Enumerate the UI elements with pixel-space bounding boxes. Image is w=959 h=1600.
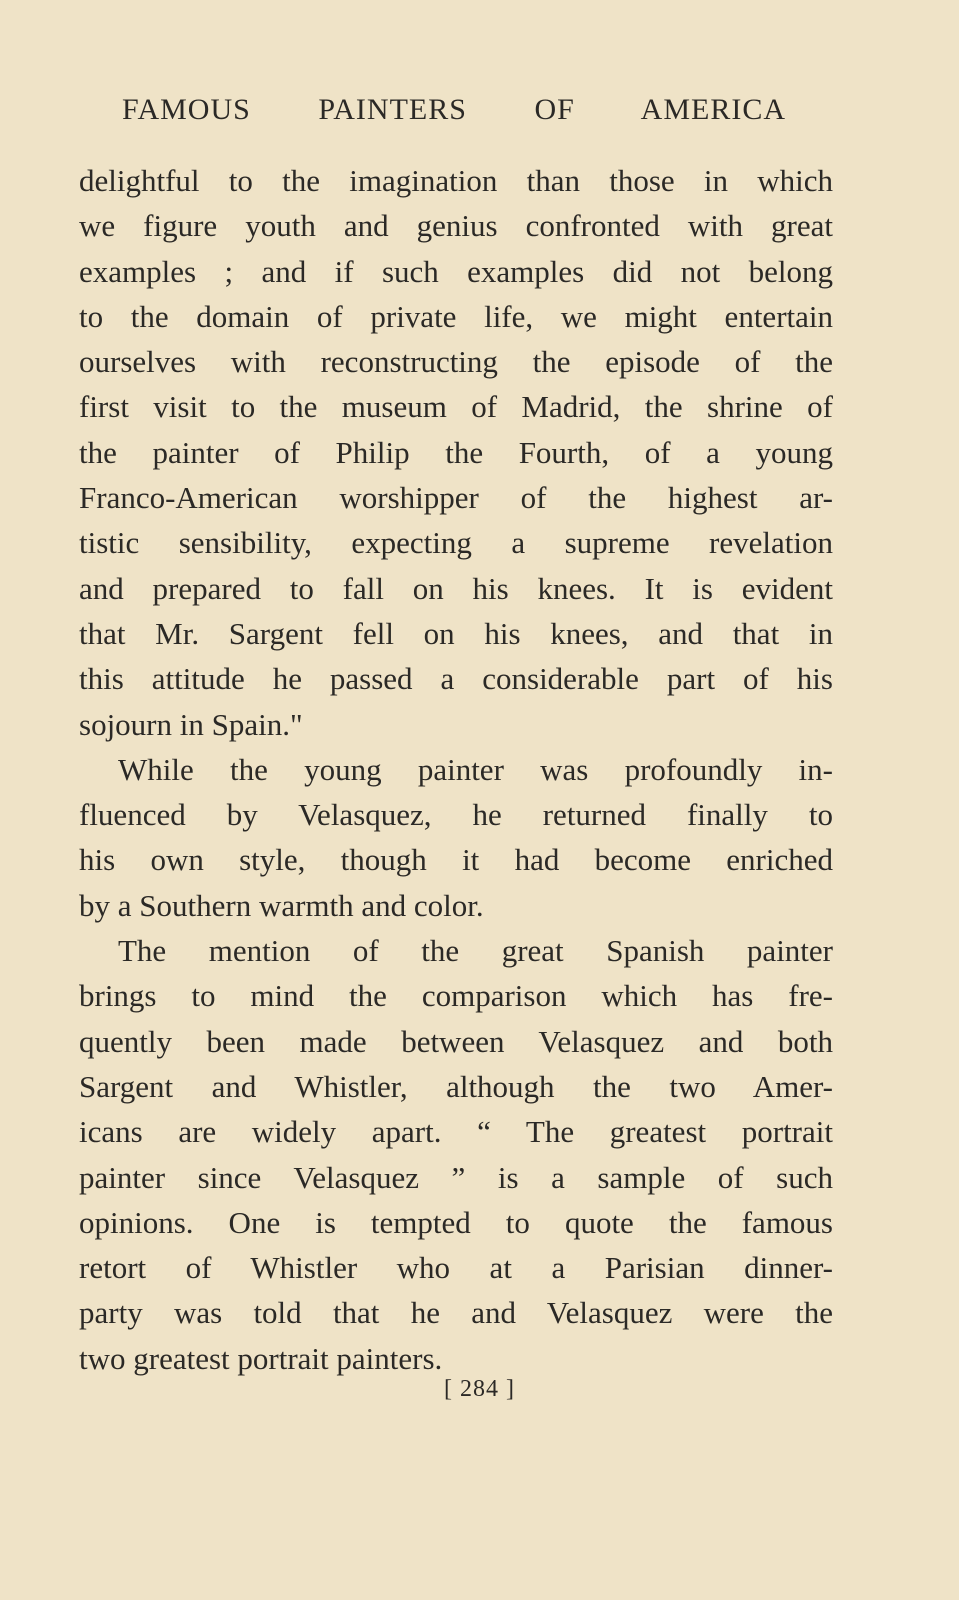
text-line: his own style, though it had become enriched xyxy=(79,842,833,878)
text-line: first visit to the museum of Madrid, the shrine of xyxy=(79,389,833,425)
text-line: delightful to the imagination than those in which xyxy=(79,163,833,198)
body-text xyxy=(79,158,833,1381)
text-line: painter since Velasquez ” is a sample of such xyxy=(79,1159,833,1195)
paragraph xyxy=(79,158,833,747)
text-line: examples ; and if such examples did not belong xyxy=(79,253,833,289)
text-line: opinions. One is tempted to quote the famous xyxy=(79,1204,833,1240)
text-line: quently been made between Velasquez and both xyxy=(79,1023,833,1059)
text-line: While the young painter was profoundly in- xyxy=(118,751,833,787)
text-line: tistic sensibility, expecting a supreme revelation xyxy=(79,525,833,561)
text-line: to the domain of private life, we might entertain xyxy=(79,298,833,334)
page-number: [ 284 ] xyxy=(444,1376,515,1402)
text-line: Franco-American worshipper of the highest ar- xyxy=(79,480,833,516)
text-line: and prepared to fall on his knees. It is evident xyxy=(79,570,833,606)
text-line: by a Southern warmth and color. xyxy=(79,887,484,923)
text-line: two greatest portrait painters. xyxy=(79,1340,443,1376)
text-line: sojourn in Spain." xyxy=(79,706,303,742)
text-line: Sargent and Whistler, although the two Amer- xyxy=(79,1068,833,1104)
text-line: fluenced by Velasquez, he returned finally to xyxy=(79,797,833,833)
text-line: brings to mind the comparison which has fre- xyxy=(79,978,833,1014)
text-line: the painter of Philip the Fourth, of a young xyxy=(79,434,833,470)
paragraph xyxy=(79,928,833,1381)
text-line: this attitude he passed a considerable part of his xyxy=(79,661,833,697)
text-line: that Mr. Sargent fell on his knees, and that in xyxy=(79,615,833,651)
text-line: party was told that he and Velasquez were the xyxy=(79,1295,833,1331)
text-line: retort of Whistler who at a Parisian dinner- xyxy=(79,1250,833,1286)
text-line: ourselves with reconstructing the episode of the xyxy=(79,344,833,380)
text-line: The mention of the great Spanish painter xyxy=(118,933,833,969)
running-head: FAMOUS PAINTERS OF AMERICA xyxy=(122,93,786,126)
paragraph xyxy=(79,747,833,928)
text-line: icans are widely apart. “ The greatest portrait xyxy=(79,1114,833,1150)
text-line: we figure youth and genius confronted with great xyxy=(79,208,833,244)
